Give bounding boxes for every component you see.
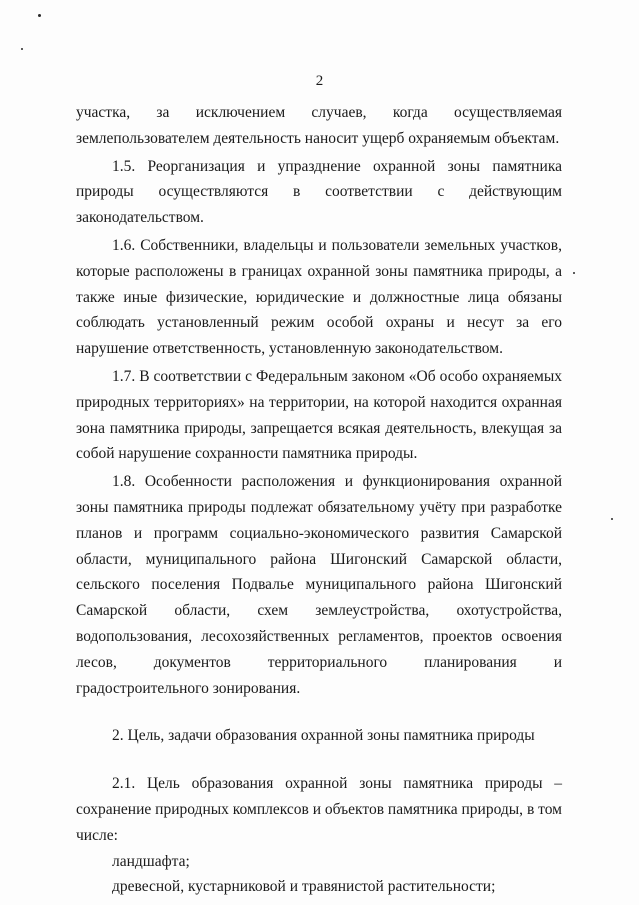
paragraph-1-7: 1.7. В соответствии с Федеральным законом «Об особо охраняемых природных территориях» на территории, на которой находится охранная зона памятника природы, запрещается всякая деятельность, влекущая за собой нарушение сохранности памятника природы.: [76, 367, 562, 463]
document-body: [76, 100, 562, 900]
scan-speck: [21, 48, 23, 50]
paragraph-2-1: 2.1. Цель образования охранной зоны памятника природы – сохранение природных комплексов и объектов памятника природы, в том числе:: [76, 775, 562, 844]
scan-speck: [611, 518, 613, 520]
paragraph-continuation: участка, за исключением случаев, когда осуществляемая землепользователем деятельность наносит ущерб охраняемым объектам.: [76, 104, 562, 147]
paragraph-1-6: 1.6. Собственники, владельцы и пользователи земельных участков, которые расположены в границах охранной зоны памятника природы, а также иные физические, юридические и должностные лица обязаны соблюдать установленный режим особой охраны и несут за его нарушение ответственность, установленную законодательством.: [76, 236, 562, 358]
scan-speck: [38, 14, 41, 17]
page-number: 2: [315, 73, 324, 89]
section-heading-2: 2. Цель, задачи образования охранной зоны памятника природы: [112, 727, 535, 745]
list-item-landscape: ландшафта;: [112, 852, 190, 870]
paragraph-1-5: 1.5. Реорганизация и упразднение охранной зоны памятника природы осуществляются в соответствии с действующим законодательством.: [76, 157, 562, 227]
paragraph-1-8: 1.8. Особенности расположения и функционирования охранной зоны памятника природы подлежат обязательному учёту при разработке планов и программ социально-экономического развития Самарской области, муниципального района Шигонский Самарской области, сельского поселения Подвалье муниципального района Шигонский Самарской области, схем землеустройства, охотустройства, водопользования, лесохозяйственных регламентов, проектов освоения лесов, документов территориального планирования и градостроительного зонирования.: [76, 473, 562, 697]
scan-speck: [573, 272, 575, 274]
list-item-vegetation: древесной, кустарниковой и травянистой растительности;: [112, 878, 496, 896]
